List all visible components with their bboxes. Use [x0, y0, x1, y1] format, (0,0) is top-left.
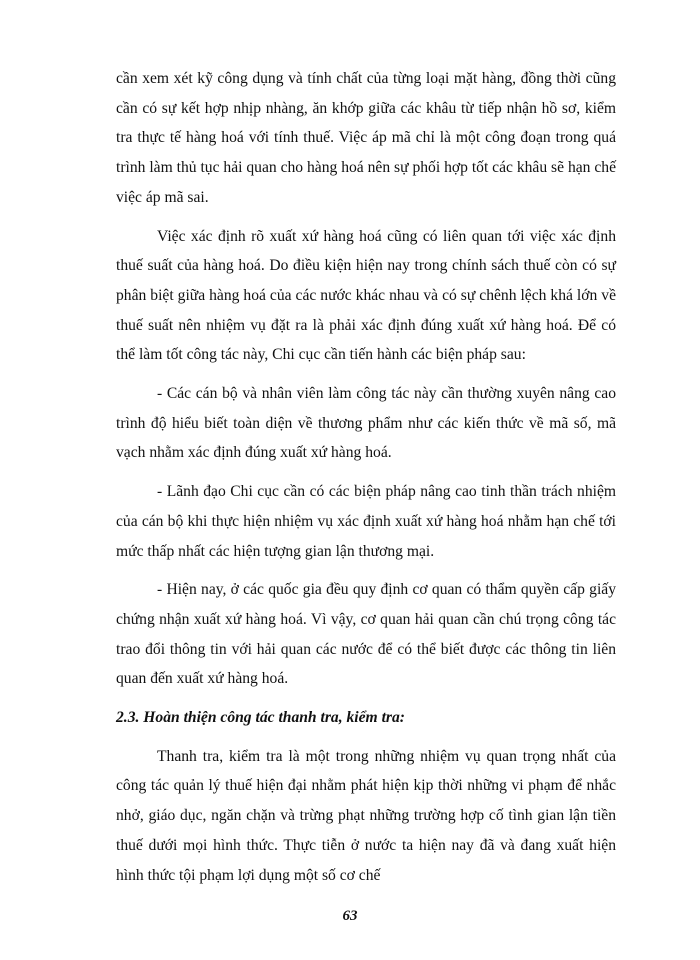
page-content [116, 64, 616, 890]
bullet-staff-training: - Các cán bộ và nhân viên làm công tác này cần thường xuyên nâng cao trình độ hiểu biết toàn diện về thương phẩm như các kiến thức về mã số, mã vạch nhằm xác định đúng xuất xứ hàng hoá. [116, 385, 616, 462]
paragraph-origin-determination: Việc xác định rõ xuất xứ hàng hoá cũng có liên quan tới việc xác định thuế suất của hàng hoá. Do điều kiện hiện nay trong chính sách thuế còn có sự phân biệt giữa hàng hoá của các nước khác nhau và có sự chênh lệch khá lớn về thuế suất nên nhiệm vụ đặt ra là phải xác định đúng xuất xứ hàng hoá. Để có thể làm tốt công tác này, Chi cục cần tiến hành các biện pháp sau: [116, 227, 616, 364]
bullet-information-exchange: - Hiện nay, ở các quốc gia đều quy định cơ quan có thẩm quyền cấp giấy chứng nhận xuất xứ hàng hoá. Vì vậy, cơ quan hải quan cần chú trọng công tác trao đổi thông tin với hải quan các nước để có thể biết được các thông tin liên quan đến xuất xứ hàng hoá. [116, 581, 616, 688]
page-number: 63 [342, 908, 358, 924]
section-heading: 2.3. Hoàn thiện công tác thanh tra, kiểm tra: [116, 709, 405, 727]
paragraph-continuation: cần xem xét kỹ công dụng và tính chất của từng loại mặt hàng, đồng thời cũng cần có sự kết hợp nhịp nhàng, ăn khớp giữa các khâu từ tiếp nhận hồ sơ, kiểm tra thực tế hàng hoá với tính thuế. Việc áp mã chỉ là một công đoạn trong quá trình làm thủ tục hải quan cho hàng hoá nên sự phối hợp tốt các khâu sẽ hạn chế việc áp mã sai. [116, 70, 616, 206]
paragraph-inspection: Thanh tra, kiểm tra là một trong những nhiệm vụ quan trọng nhất của công tác quản lý thuế hiện đại nhằm phát hiện kịp thời những vi phạm để nhắc nhở, giáo dục, ngăn chặn và trừng phạt những trường hợp cố tình gian lận tiền thuế dưới mọi hình thức. Thực tiễn ở nước ta hiện nay đã và đang xuất hiện hình thức tội phạm lợi dụng một số cơ chế [116, 747, 616, 884]
bullet-leadership-responsibility: - Lãnh đạo Chi cục cần có các biện pháp nâng cao tinh thần trách nhiệm của cán bộ khi thực hiện nhiệm vụ xác định xuất xứ hàng hoá nhằm hạn chế tới mức thấp nhất các hiện tượng gian lận thương mại. [116, 483, 616, 560]
